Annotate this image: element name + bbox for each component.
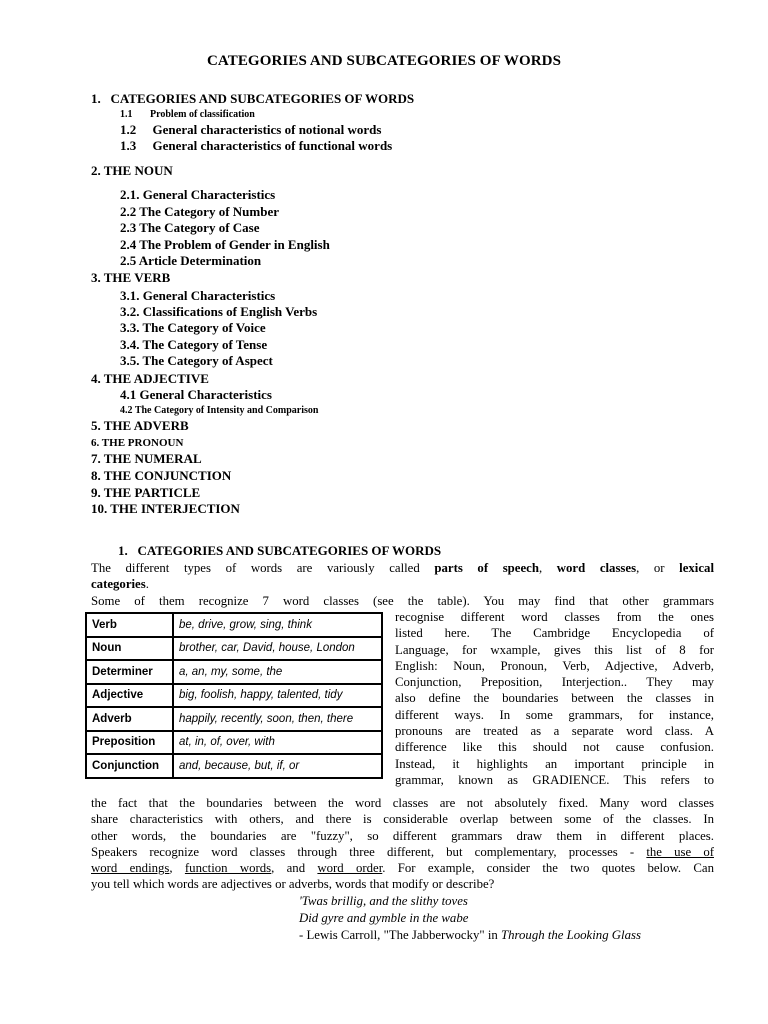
wrap-line: listed here. The Cambridge Encyclopedia of bbox=[395, 626, 714, 641]
word-class-table bbox=[85, 612, 383, 779]
page-title: CATEGORIES AND SUBCATEGORIES OF WORDS bbox=[206, 53, 562, 69]
toc-item: 9. THE PARTICLE bbox=[91, 485, 201, 500]
quote-attribution: - Lewis Carroll, "The Jabberwocky" in Through the Looking Glass bbox=[299, 928, 641, 942]
intro-line: Some of them recognize 7 word classes (see the table). You may find that other grammars bbox=[91, 593, 714, 608]
toc-item: 2.2 The Category of Number bbox=[120, 204, 279, 219]
toc-item: 3.5. The Category of Aspect bbox=[120, 353, 273, 368]
wrap-line: difference like this should not cause confusion. bbox=[395, 740, 714, 755]
body-line: word endings, function words, and word order. For example, consider the two quotes below. Can bbox=[91, 861, 714, 876]
wrap-line: pronouns are treated as a separate word class. A bbox=[395, 724, 714, 739]
toc-item: 1.3 General characteristics of functional words bbox=[120, 138, 393, 153]
body-line: you tell which words are adjectives or adverbs, words that modify or describe? bbox=[91, 877, 495, 892]
toc-item: 2.5 Article Determination bbox=[120, 253, 262, 268]
toc-item: 8. THE CONJUNCTION bbox=[91, 468, 232, 483]
wrap-line: recognise different word classes from the ones bbox=[395, 610, 714, 624]
toc-item: 5. THE ADVERB bbox=[91, 418, 189, 433]
wrap-line: Instead, it highlights an important principle in bbox=[395, 756, 714, 771]
wrap-line: Language, for wxample, gives this list of 8 for bbox=[395, 642, 714, 657]
quote-line: 'Twas brillig, and the slithy toves bbox=[299, 894, 468, 908]
wrap-line: English: Noun, Pronoun, Verb, Adjective, Adverb, bbox=[395, 658, 714, 673]
examples-cell: big, foolish, happy, talented, tidy bbox=[173, 684, 382, 708]
toc-item: 2.1. General Characteristics bbox=[120, 187, 276, 202]
examples-cell: happily, recently, soon, then, there bbox=[173, 707, 382, 731]
intro-line: The different types of words are variously called parts of speech, word classes, or lexical bbox=[91, 561, 714, 575]
toc-item: 3.1. General Characteristics bbox=[120, 288, 276, 303]
table-row bbox=[86, 684, 382, 708]
table-row bbox=[86, 707, 382, 731]
toc-item: 3.3. The Category of Voice bbox=[120, 320, 266, 335]
toc-item: 2.4 The Problem of Gender in English bbox=[120, 237, 330, 252]
wrap-paragraph bbox=[395, 609, 714, 788]
word-class-cell: Adverb bbox=[86, 707, 173, 731]
toc-item: 2. THE NOUN bbox=[91, 163, 173, 178]
body-line: share characteristics with others, and there is considerable overlap between some of the classes. In bbox=[91, 812, 714, 827]
toc-item: 4.1 General Characteristics bbox=[120, 387, 272, 402]
examples-cell: and, because, but, if, or bbox=[173, 754, 382, 778]
toc-item: 3.4. The Category of Tense bbox=[120, 337, 268, 352]
wrap-line: Conjunction, Preposition, Interjection.. They may bbox=[395, 675, 714, 690]
table-row bbox=[86, 754, 382, 778]
toc-item: 1.2 General characteristics of notional words bbox=[120, 122, 382, 137]
examples-cell: at, in, of, over, with bbox=[173, 731, 382, 755]
toc-item: 4.2 The Category of Intensity and Comparison bbox=[120, 405, 319, 416]
toc-item: 1. CATEGORIES AND SUBCATEGORIES OF WORDS bbox=[91, 91, 415, 106]
body-line: the fact that the boundaries between the word classes are not absolutely fixed. Many word classes bbox=[91, 796, 714, 810]
word-class-cell: Conjunction bbox=[86, 754, 173, 778]
toc-item: 3.2. Classifications of English Verbs bbox=[120, 304, 318, 319]
word-class-cell: Adjective bbox=[86, 684, 173, 708]
table-row bbox=[86, 660, 382, 684]
section-heading: 1. CATEGORIES AND SUBCATEGORIES OF WORDS bbox=[118, 543, 442, 558]
toc-item: 6. THE PRONOUN bbox=[91, 437, 184, 449]
wrap-line: different ways. In some grammars, for instance, bbox=[395, 707, 714, 722]
wrap-line: also define the boundaries between the classes in bbox=[395, 691, 714, 706]
word-class-cell: Verb bbox=[86, 613, 173, 637]
toc-item: 2.3 The Category of Case bbox=[120, 220, 260, 235]
quote-line: Did gyre and gymble in the wabe bbox=[299, 911, 469, 925]
word-class-cell: Preposition bbox=[86, 731, 173, 755]
examples-cell: brother, car, David, house, London bbox=[173, 637, 382, 661]
toc-item: 10. THE INTERJECTION bbox=[91, 501, 240, 516]
intro-paragraph bbox=[91, 560, 714, 609]
intro-line: categories. bbox=[91, 577, 149, 592]
examples-cell: a, an, my, some, the bbox=[173, 660, 382, 684]
body-line: Speakers recognize word classes through three different, but complementary, processes - the use of bbox=[91, 844, 714, 859]
table-row bbox=[86, 731, 382, 755]
table-row bbox=[86, 637, 382, 661]
examples-cell: be, drive, grow, sing, think bbox=[173, 613, 382, 637]
toc-item: 7. THE NUMERAL bbox=[91, 451, 202, 466]
toc-item: 1.1 Problem of classification bbox=[120, 109, 255, 120]
word-class-cell: Determiner bbox=[86, 660, 173, 684]
toc-item: 4. THE ADJECTIVE bbox=[91, 371, 209, 386]
word-class-cell: Noun bbox=[86, 637, 173, 661]
wrap-line: grammar, known as GRADIENCE. This refers to bbox=[395, 772, 714, 787]
body-line: other words, the boundaries are "fuzzy", so different grammars draw them in different places. bbox=[91, 828, 714, 843]
toc-item: 3. THE VERB bbox=[91, 270, 171, 285]
body-paragraph bbox=[91, 795, 714, 893]
table-row bbox=[86, 613, 382, 637]
